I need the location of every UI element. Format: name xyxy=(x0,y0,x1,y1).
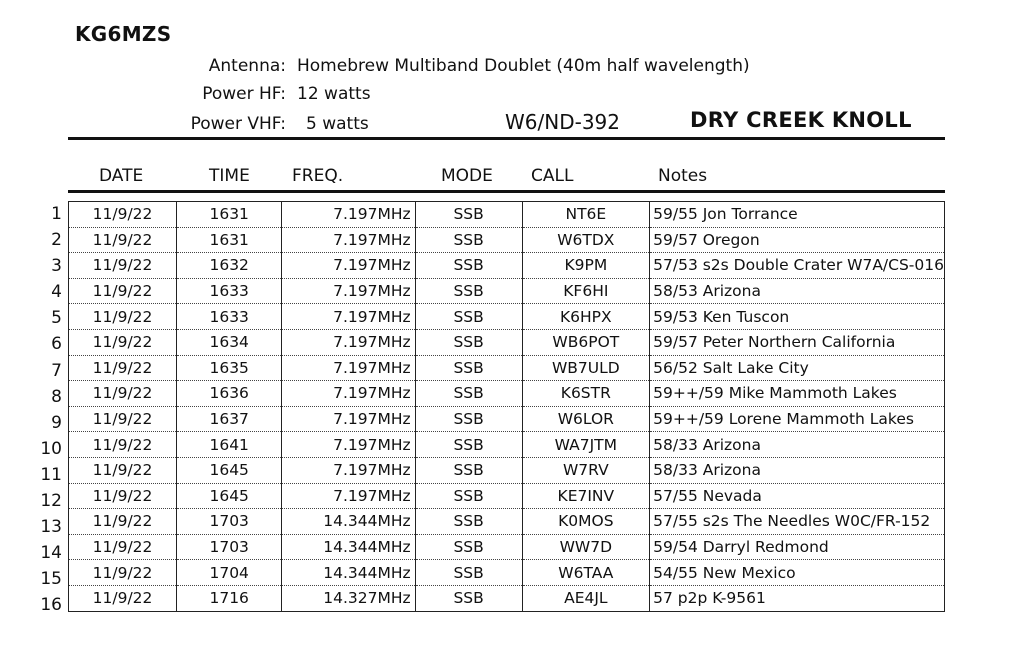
log-date-cell: 11/9/22 xyxy=(69,278,177,304)
column-header-call: CALL xyxy=(531,166,574,186)
log-time-cell: 1632 xyxy=(177,253,282,279)
log-call-cell: AE4JL xyxy=(522,585,650,611)
log-freq-cell: 7.197MHz xyxy=(282,432,415,458)
log-freq-cell: 7.197MHz xyxy=(282,483,415,509)
log-date-cell: 11/9/22 xyxy=(69,304,177,330)
log-notes-cell: 56/52 Salt Lake City xyxy=(650,355,945,381)
row-number: 1 xyxy=(51,204,62,224)
log-mode-cell: SSB xyxy=(415,585,522,611)
log-notes-cell: 59/57 Oregon xyxy=(650,227,945,253)
log-mode-cell: SSB xyxy=(415,253,522,279)
column-header-rule xyxy=(68,190,945,193)
table-row xyxy=(69,432,945,458)
log-time-cell: 1645 xyxy=(177,483,282,509)
summit-reference: W6/ND-392 xyxy=(505,110,620,134)
table-row xyxy=(69,227,945,253)
log-freq-cell: 14.327MHz xyxy=(282,585,415,611)
row-number: 9 xyxy=(51,412,62,433)
log-date-cell: 11/9/22 xyxy=(69,560,177,586)
log-call-cell: K6HPX xyxy=(522,304,650,330)
log-notes-cell: 59/55 Jon Torrance xyxy=(650,202,945,228)
log-notes-cell: 58/33 Arizona xyxy=(650,457,945,483)
log-call-cell: KE7INV xyxy=(522,483,650,509)
table-row xyxy=(69,585,945,611)
log-mode-cell: SSB xyxy=(415,227,522,253)
log-freq-cell: 14.344MHz xyxy=(282,560,415,586)
row-numbers xyxy=(30,201,62,619)
table-row xyxy=(69,381,945,407)
log-freq-cell: 7.197MHz xyxy=(282,253,415,279)
log-mode-cell: SSB xyxy=(415,534,522,560)
log-call-cell: NT6E xyxy=(522,202,650,228)
log-notes-cell: 58/53 Arizona xyxy=(650,278,945,304)
power-vhf-label: Power VHF: xyxy=(190,114,286,134)
log-call-cell: W6TDX xyxy=(522,227,650,253)
log-notes-cell: 59++/59 Mike Mammoth Lakes xyxy=(650,381,945,407)
power-hf-label: Power HF: xyxy=(202,84,286,104)
log-freq-cell: 7.197MHz xyxy=(282,329,415,355)
antenna-value: Homebrew Multiband Doublet (40m half wavelength) xyxy=(297,56,750,76)
log-call-cell: W7RV xyxy=(522,457,650,483)
row-number: 12 xyxy=(40,491,62,512)
log-date-cell: 11/9/22 xyxy=(69,227,177,253)
log-call-cell: WA7JTM xyxy=(522,432,650,458)
column-header-mode: MODE xyxy=(441,166,493,186)
row-number: 7 xyxy=(51,360,62,381)
log-freq-cell: 7.197MHz xyxy=(282,457,415,483)
log-date-cell: 11/9/22 xyxy=(69,355,177,381)
log-notes-cell: 57 p2p K-9561 xyxy=(650,585,945,611)
log-notes-cell: 57/55 s2s The Needles W0C/FR-152 xyxy=(650,509,945,535)
log-call-cell: K9PM xyxy=(522,253,650,279)
log-call-cell: W6LOR xyxy=(522,406,650,432)
log-time-cell: 1635 xyxy=(177,355,282,381)
log-notes-cell: 58/33 Arizona xyxy=(650,432,945,458)
row-number: 4 xyxy=(51,282,62,303)
row-number: 5 xyxy=(51,308,62,329)
log-call-cell: KF6HI xyxy=(522,278,650,304)
table-row xyxy=(69,278,945,304)
log-time-cell: 1633 xyxy=(177,278,282,304)
log-mode-cell: SSB xyxy=(415,406,522,432)
table-row xyxy=(69,304,945,330)
log-time-cell: 1703 xyxy=(177,534,282,560)
log-date-cell: 11/9/22 xyxy=(69,483,177,509)
log-notes-cell: 59/53 Ken Tuscon xyxy=(650,304,945,330)
log-time-cell: 1641 xyxy=(177,432,282,458)
log-notes-cell: 59++/59 Lorene Mammoth Lakes xyxy=(650,406,945,432)
log-call-cell: WB6POT xyxy=(522,329,650,355)
row-number: 14 xyxy=(40,543,62,564)
table-row xyxy=(69,202,945,228)
log-freq-cell: 7.197MHz xyxy=(282,304,415,330)
log-freq-cell: 7.197MHz xyxy=(282,278,415,304)
row-number: 16 xyxy=(40,595,62,616)
log-mode-cell: SSB xyxy=(415,329,522,355)
log-time-cell: 1637 xyxy=(177,406,282,432)
log-time-cell: 1645 xyxy=(177,457,282,483)
summit-name: DRY CREEK KNOLL xyxy=(690,108,912,132)
log-time-cell: 1633 xyxy=(177,304,282,330)
log-freq-cell: 7.197MHz xyxy=(282,406,415,432)
row-number: 8 xyxy=(51,386,62,407)
log-date-cell: 11/9/22 xyxy=(69,509,177,535)
row-number: 11 xyxy=(40,464,62,485)
log-table xyxy=(68,201,945,612)
log-notes-cell: 57/53 s2s Double Crater W7A/CS-016 xyxy=(650,253,945,279)
log-mode-cell: SSB xyxy=(415,560,522,586)
column-header-notes: Notes xyxy=(658,166,708,186)
log-time-cell: 1631 xyxy=(177,227,282,253)
log-call-cell: W6TAA xyxy=(522,560,650,586)
log-call-cell: K6STR xyxy=(522,381,650,407)
log-notes-cell: 59/54 Darryl Redmond xyxy=(650,534,945,560)
log-mode-cell: SSB xyxy=(415,202,522,228)
log-notes-cell: 59/57 Peter Northern California xyxy=(650,329,945,355)
header-rule xyxy=(68,137,945,140)
table-row xyxy=(69,560,945,586)
log-mode-cell: SSB xyxy=(415,278,522,304)
row-number: 10 xyxy=(40,438,62,459)
log-time-cell: 1631 xyxy=(177,202,282,228)
row-number: 2 xyxy=(51,230,62,251)
log-freq-cell: 7.197MHz xyxy=(282,202,415,228)
log-freq-cell: 14.344MHz xyxy=(282,509,415,535)
log-date-cell: 11/9/22 xyxy=(69,457,177,483)
log-date-cell: 11/9/22 xyxy=(69,202,177,228)
row-number: 13 xyxy=(40,517,62,538)
table-row xyxy=(69,329,945,355)
log-date-cell: 11/9/22 xyxy=(69,381,177,407)
log-call-cell: K0MOS xyxy=(522,509,650,535)
log-mode-cell: SSB xyxy=(415,483,522,509)
log-date-cell: 11/9/22 xyxy=(69,253,177,279)
log-date-cell: 11/9/22 xyxy=(69,585,177,611)
log-mode-cell: SSB xyxy=(415,432,522,458)
power-vhf-value: 5 watts xyxy=(306,114,369,134)
column-header-time: TIME xyxy=(209,166,250,186)
table-row xyxy=(69,483,945,509)
operator-callsign: KG6MZS xyxy=(75,22,172,46)
column-header-date: DATE xyxy=(99,166,144,186)
log-freq-cell: 14.344MHz xyxy=(282,534,415,560)
log-notes-cell: 57/55 Nevada xyxy=(650,483,945,509)
log-mode-cell: SSB xyxy=(415,509,522,535)
log-time-cell: 1634 xyxy=(177,329,282,355)
table-row xyxy=(69,355,945,381)
power-hf-value: 12 watts xyxy=(297,84,371,104)
log-date-cell: 11/9/22 xyxy=(69,432,177,458)
log-mode-cell: SSB xyxy=(415,304,522,330)
row-number: 3 xyxy=(51,256,62,277)
log-time-cell: 1716 xyxy=(177,585,282,611)
log-mode-cell: SSB xyxy=(415,355,522,381)
log-time-cell: 1704 xyxy=(177,560,282,586)
log-freq-cell: 7.197MHz xyxy=(282,381,415,407)
log-call-cell: WW7D xyxy=(522,534,650,560)
table-row xyxy=(69,406,945,432)
row-number: 6 xyxy=(51,334,62,355)
log-time-cell: 1636 xyxy=(177,381,282,407)
log-mode-cell: SSB xyxy=(415,457,522,483)
log-time-cell: 1703 xyxy=(177,509,282,535)
log-freq-cell: 7.197MHz xyxy=(282,355,415,381)
log-mode-cell: SSB xyxy=(415,381,522,407)
table-row xyxy=(69,509,945,535)
column-header-freq: FREQ. xyxy=(292,166,344,186)
log-date-cell: 11/9/22 xyxy=(69,534,177,560)
log-freq-cell: 7.197MHz xyxy=(282,227,415,253)
antenna-label: Antenna: xyxy=(208,56,286,76)
table-row xyxy=(69,534,945,560)
table-row xyxy=(69,457,945,483)
row-number: 15 xyxy=(40,569,62,590)
log-notes-cell: 54/55 New Mexico xyxy=(650,560,945,586)
log-call-cell: WB7ULD xyxy=(522,355,650,381)
log-date-cell: 11/9/22 xyxy=(69,406,177,432)
log-date-cell: 11/9/22 xyxy=(69,329,177,355)
table-row xyxy=(69,253,945,279)
